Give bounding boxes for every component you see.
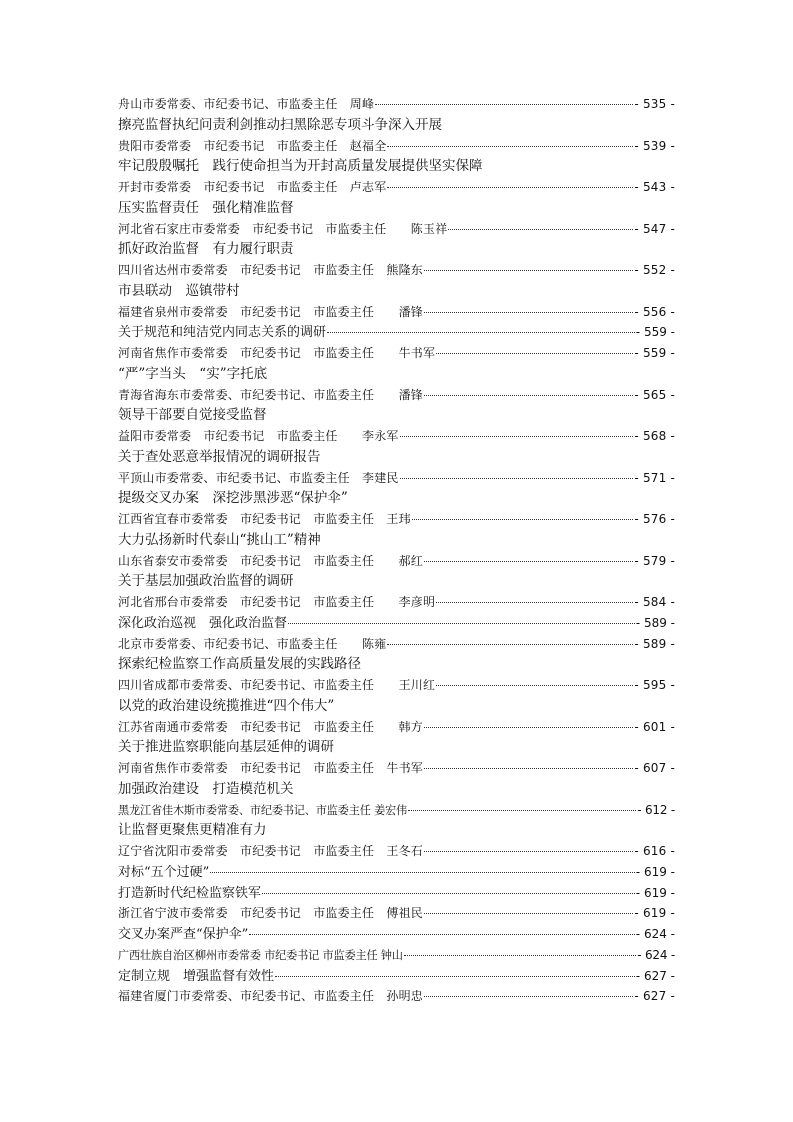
toc-author-entry bbox=[118, 592, 675, 613]
author-text: 河北省邢台市委常委 市纪委书记 市监委主任 李彦明 bbox=[118, 595, 436, 609]
author-text: 黑龙江省佳木斯市委常委、市纪委书记、市监委主任 姜宏伟 bbox=[118, 803, 408, 817]
toc-author-entry bbox=[118, 675, 675, 696]
author-text: 河南省焦作市委常委 市纪委书记 市监委主任 牛书军 bbox=[118, 761, 424, 775]
author-text: 北京市委常委、市纪委书记、市监委主任 陈雍 bbox=[118, 636, 387, 651]
article-title-text: 定制立规 增强监督有效性 bbox=[118, 968, 275, 984]
toc-article-title-entry bbox=[118, 322, 675, 343]
dot-leader bbox=[400, 436, 634, 437]
dot-leader bbox=[210, 872, 635, 873]
toc-author-entry bbox=[118, 136, 675, 157]
toc-article-title bbox=[118, 115, 675, 136]
page-number: - 547 - bbox=[634, 221, 675, 236]
dot-leader bbox=[424, 727, 633, 728]
toc-article-title bbox=[118, 571, 675, 592]
page-number: - 595 - bbox=[634, 678, 675, 692]
toc-article-title bbox=[118, 530, 675, 551]
page-number: - 559 - bbox=[634, 346, 675, 360]
toc-author-entry bbox=[118, 94, 675, 115]
toc-author-entry bbox=[118, 260, 675, 281]
dot-leader bbox=[424, 851, 633, 852]
article-title-text: 交叉办案严查“保护伞” bbox=[118, 927, 249, 942]
article-title-text: 让监督更聚焦更精准有力 bbox=[118, 822, 267, 839]
page-number: - 584 - bbox=[634, 595, 675, 609]
article-title-text: 加强政治建设 打造模范机关 bbox=[118, 780, 294, 797]
page-number: - 565 - bbox=[634, 387, 675, 402]
toc-author-entry bbox=[118, 551, 675, 572]
author-text: 江西省宜春市委常委 市纪委书记 市监委主任 王玮 bbox=[118, 512, 411, 526]
toc-article-title bbox=[118, 156, 675, 177]
toc-author-entry bbox=[118, 634, 675, 655]
article-title-text: 提级交叉办案 深挖涉黑涉恶“保护伞” bbox=[118, 490, 348, 507]
toc-author-entry bbox=[118, 800, 675, 821]
toc-author-entry bbox=[118, 903, 675, 924]
author-text: 四川省达州市委常委 市纪委书记 市监委主任 熊隆东 bbox=[118, 263, 424, 277]
page-number: - 556 - bbox=[634, 304, 675, 319]
page-number: - 616 - bbox=[634, 844, 675, 858]
author-text: 河南省焦作市委常委 市纪委书记 市监委主任 牛书军 bbox=[118, 346, 436, 360]
toc-article-title bbox=[118, 488, 675, 509]
author-text: 辽宁省沈阳市委常委 市纪委书记 市监委主任 王冬石 bbox=[118, 844, 424, 858]
page-number: - 619 - bbox=[635, 864, 675, 879]
author-text: 河北省石家庄市委常委 市纪委书记 市监委主任 陈玉祥 bbox=[118, 221, 448, 236]
article-title-text: 深化政治巡视 强化政治监督 bbox=[118, 615, 288, 631]
table-of-contents bbox=[118, 94, 675, 1007]
toc-article-title bbox=[118, 405, 675, 426]
dot-leader bbox=[436, 685, 633, 686]
toc-article-title bbox=[118, 364, 675, 385]
toc-author-entry bbox=[118, 841, 675, 862]
article-title-text: 对标“五个过硬” bbox=[118, 864, 210, 880]
page-number: - 535 - bbox=[634, 97, 675, 111]
article-title-text: 关于推进监察职能向基层延伸的调研 bbox=[118, 739, 334, 756]
page-number: - 568 - bbox=[634, 429, 675, 443]
toc-article-title-entry bbox=[118, 862, 675, 883]
dot-leader bbox=[424, 270, 633, 271]
article-title-text: 大力弘扬新时代泰山“挑山工”精神 bbox=[118, 531, 321, 548]
dot-leader bbox=[424, 561, 633, 562]
author-text: 开封市委常委 市纪委书记 市监委主任 卢志军 bbox=[118, 180, 387, 194]
toc-article-title-entry bbox=[118, 966, 675, 987]
article-title-text: 探索纪检监察工作高质量发展的实践路径 bbox=[118, 656, 361, 673]
article-title-text: 关于查处恶意举报情况的调研报告 bbox=[118, 448, 321, 465]
toc-article-title-entry bbox=[118, 613, 675, 634]
toc-author-entry bbox=[118, 945, 675, 966]
toc-author-entry bbox=[118, 509, 675, 530]
toc-article-title bbox=[118, 820, 675, 841]
article-title-text: 关于基层加强政治监督的调研 bbox=[118, 573, 294, 590]
toc-article-title bbox=[118, 654, 675, 675]
article-title-text: “严”字当头 “实”字托底 bbox=[118, 365, 268, 382]
page-number: - 539 - bbox=[634, 138, 675, 153]
page-number: - 543 - bbox=[634, 180, 675, 194]
dot-leader bbox=[436, 353, 633, 354]
article-title-text: 市县联动 巡镇带村 bbox=[118, 282, 240, 299]
article-title-text: 压实监督责任 强化精准监督 bbox=[118, 199, 294, 216]
page-number: - 624 - bbox=[637, 947, 675, 962]
author-text: 青海省海东市委常委、市纪委书记、市监委主任 潘锋 bbox=[118, 387, 424, 402]
toc-author-entry bbox=[118, 758, 675, 779]
dot-leader bbox=[249, 934, 635, 935]
author-text: 平顶山市委常委、市纪委书记、市监委主任 李建民 bbox=[118, 470, 399, 485]
toc-author-entry bbox=[118, 426, 675, 447]
toc-article-title bbox=[118, 281, 675, 302]
author-text: 广西壮族自治区柳州市委常委 市纪委书记 市监委主任 钟山 bbox=[118, 948, 403, 962]
page-number: - 627 - bbox=[635, 968, 675, 983]
page-number: - 589 - bbox=[635, 615, 675, 630]
article-title-text: 领导干部要自觉接受监督 bbox=[118, 407, 267, 424]
dot-leader bbox=[275, 976, 635, 977]
toc-author-entry bbox=[118, 986, 675, 1007]
toc-article-title-entry bbox=[118, 924, 675, 945]
dot-leader bbox=[448, 229, 633, 230]
toc-author-entry bbox=[118, 385, 675, 406]
author-text: 江苏省南通市委常委 市纪委书记 市监委主任 韩方 bbox=[118, 719, 424, 734]
dot-leader bbox=[262, 893, 635, 894]
dot-leader bbox=[288, 623, 635, 624]
dot-leader bbox=[400, 478, 634, 479]
author-text: 四川省成都市委常委、市纪委书记、市监委主任 王川红 bbox=[118, 678, 436, 692]
article-title-text: 抓好政治监督 有力履行职责 bbox=[118, 241, 294, 258]
toc-author-entry bbox=[118, 302, 675, 323]
page-number: - 612 - bbox=[637, 802, 675, 817]
article-title-text: 打造新时代纪检监察铁军 bbox=[118, 885, 262, 901]
dot-leader bbox=[424, 768, 633, 769]
dot-leader bbox=[424, 395, 633, 396]
page-number: - 589 - bbox=[634, 636, 675, 651]
author-text: 贵阳市委常委 市纪委书记 市监委主任 赵福全 bbox=[118, 138, 387, 153]
dot-leader bbox=[404, 955, 636, 956]
page-number: - 607 - bbox=[634, 761, 675, 775]
dot-leader bbox=[424, 312, 633, 313]
dot-leader bbox=[327, 332, 635, 333]
toc-article-title bbox=[118, 779, 675, 800]
dot-leader bbox=[436, 602, 633, 603]
article-title-text: 以党的政治建设统揽推进“四个伟大” bbox=[118, 697, 335, 714]
toc-author-entry bbox=[118, 343, 675, 364]
dot-leader bbox=[412, 519, 634, 520]
author-text: 益阳市委常委 市纪委书记 市监委主任 李永军 bbox=[118, 429, 399, 443]
page-number: - 571 - bbox=[634, 470, 675, 485]
dot-leader bbox=[387, 146, 633, 147]
toc-author-entry bbox=[118, 468, 675, 489]
author-text: 浙江省宁波市委常委 市纪委书记 市监委主任 傅祖民 bbox=[118, 906, 424, 921]
toc-article-title bbox=[118, 447, 675, 468]
page-number: - 579 - bbox=[634, 553, 675, 568]
toc-author-entry bbox=[118, 177, 675, 198]
author-text: 福建省泉州市委常委 市纪委书记 市监委主任 潘锋 bbox=[118, 304, 424, 319]
toc-article-title bbox=[118, 239, 675, 260]
author-text: 福建省厦门市委常委、市纪委书记、市监委主任 孙明忠 bbox=[118, 989, 424, 1004]
page-number: - 552 - bbox=[634, 263, 675, 277]
article-title-text: 关于规范和纯洁党内同志关系的调研 bbox=[118, 325, 327, 341]
toc-author-entry bbox=[118, 219, 675, 240]
page-number: - 576 - bbox=[634, 512, 675, 526]
page-number: - 601 - bbox=[634, 719, 675, 734]
page-number: - 624 - bbox=[635, 927, 675, 941]
dot-leader bbox=[387, 644, 633, 645]
author-text: 山东省泰安市委常委 市纪委书记 市监委主任 郝红 bbox=[118, 553, 424, 568]
article-title-text: 牢记殷殷嘱托 践行使命担当为开封高质量发展提供坚实保障 bbox=[118, 158, 483, 175]
dot-leader bbox=[424, 996, 633, 997]
author-text: 舟山市委常委、市纪委书记、市监委主任 周峰 bbox=[118, 97, 375, 111]
dot-leader bbox=[375, 104, 633, 105]
toc-article-title bbox=[118, 737, 675, 758]
dot-leader bbox=[387, 187, 633, 188]
page-number: - 619 - bbox=[635, 885, 675, 900]
toc-article-title-entry bbox=[118, 883, 675, 904]
page-number: - 619 - bbox=[634, 906, 675, 921]
toc-author-entry bbox=[118, 717, 675, 738]
page-number: - 559 - bbox=[635, 325, 675, 340]
page-number: - 627 - bbox=[634, 989, 675, 1004]
toc-article-title bbox=[118, 696, 675, 717]
dot-leader bbox=[424, 913, 633, 914]
article-title-text: 擦亮监督执纪问责利剑推动扫黑除恶专项斗争深入开展 bbox=[118, 116, 442, 133]
toc-article-title bbox=[118, 198, 675, 219]
dot-leader bbox=[408, 810, 636, 811]
